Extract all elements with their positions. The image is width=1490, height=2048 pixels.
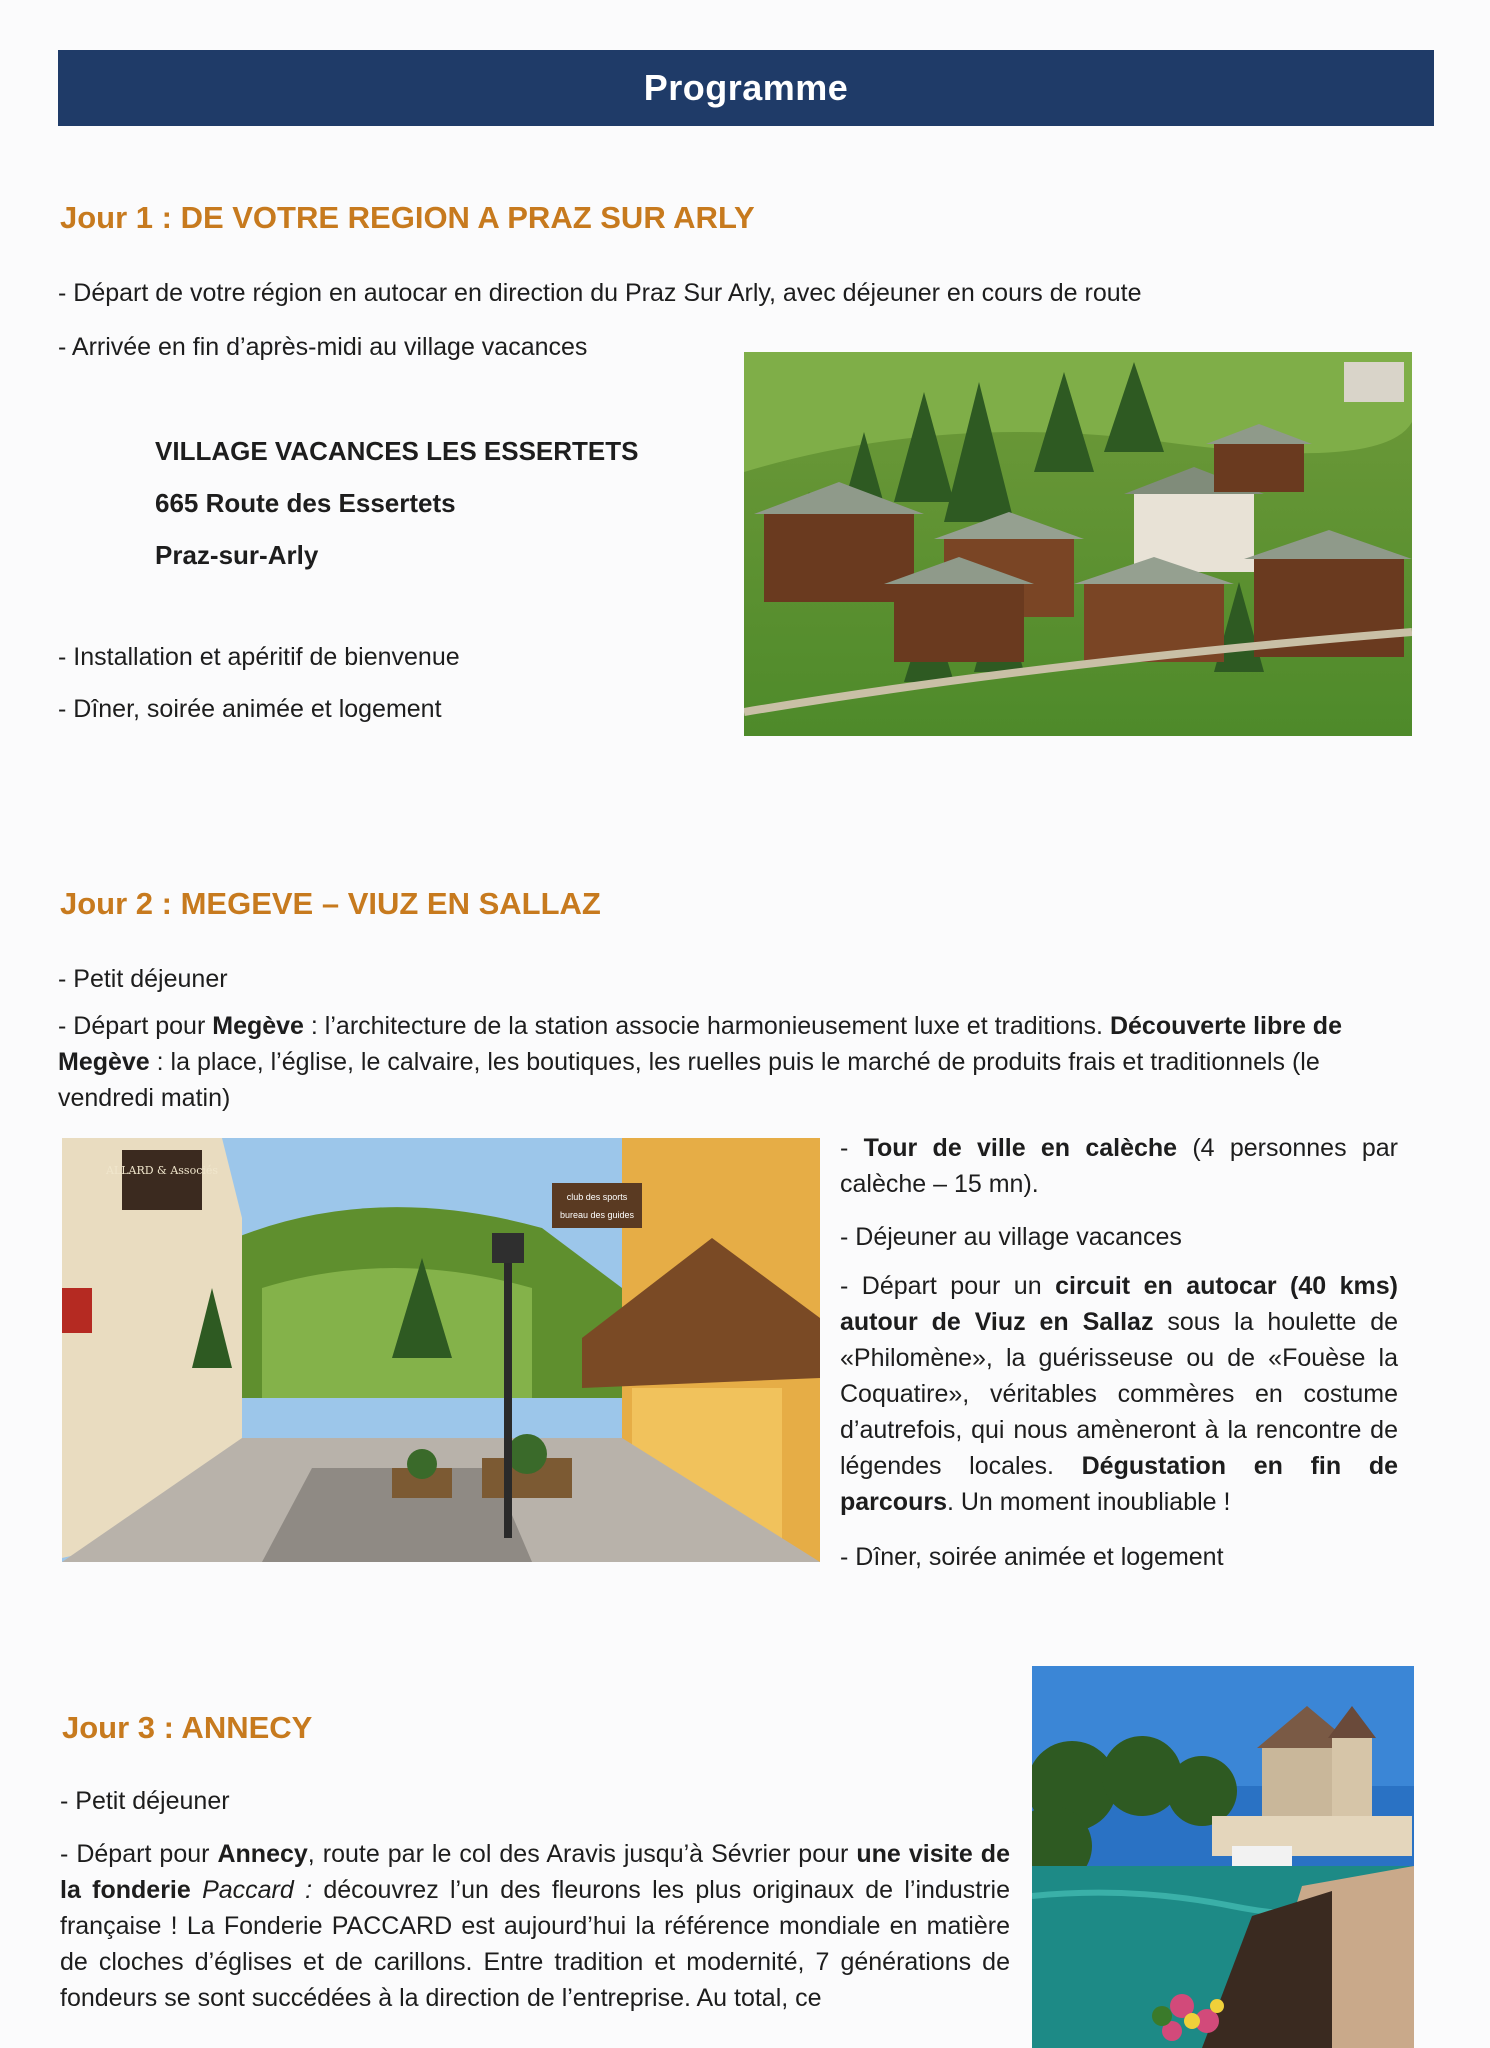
text-run: sous la houlette de «Philomène», la guérisseuse ou de «Fouèse la Coquatire», véritables commères en costume d’autrefois, qui nous amèneront à la rencontre de légendes locales. [840,1308,1399,1480]
text-run: . Un moment inoubliable ! [946,1488,1231,1516]
day2-title: Jour 2 : MEGEVE – VIUZ EN SALLAZ [60,886,601,921]
text-run-bold: Découverte libre de Megève [58,1012,1342,1076]
page-title: Programme [643,67,849,108]
text-run-bold: Annecy [217,1840,308,1868]
text-run: - Départ pour un [840,1272,1056,1300]
text-run-bold: une visite de la fonderie [60,1840,1010,1904]
text-run: : la place, l’église, le calvaire, les boutiques, les ruelles puis le marché de produits frais et traditionnels (le vendredi matin) [58,1048,1320,1112]
megeve-street-photo [62,1138,820,1562]
annecy-canal-photo [1032,1666,1414,2048]
address-name: VILLAGE VACANCES LES ESSERTETS [155,436,639,466]
text-run: - Départ pour [60,1840,218,1868]
day3-title: Jour 3 : ANNECY [62,1710,313,1745]
day3-annecy-paragraph [60,1836,1010,2016]
day1-line-dinner: - Dîner, soirée animée et logement [58,695,442,723]
text-run-italic: Paccard : [202,1876,313,1904]
club-sign: club des sports [566,1192,628,1202]
programme-banner [58,50,1434,126]
text-run: - [840,1134,864,1162]
day1-line-installation: - Installation et apéritif de bienvenue [58,643,460,671]
address-city: Praz-sur-Arly [155,540,319,570]
day1-line-arrival: - Arrivée en fin d’après-midi au village vacances [58,333,588,361]
day2-line-breakfast: - Petit déjeuner [58,965,228,993]
day1-line-departure: - Départ de votre région en autocar en direction du Praz Sur Arly, avec déjeuner en cours de route [58,279,1142,307]
text-run: , route par le col des Aravis jusqu’à Sévrier pour [307,1840,857,1868]
day3-line-breakfast: - Petit déjeuner [60,1787,230,1815]
day1-title: Jour 1 : DE VOTRE REGION A PRAZ SUR ARLY [60,200,755,235]
text-run-bold: circuit en autocar (40 kms) autour de Viuz en Sallaz [840,1272,1398,1336]
text-run-bold: Megève [212,1012,304,1040]
day2-line-lunch: - Déjeuner au village vacances [840,1223,1182,1251]
day2-megeve-paragraph [58,1008,1398,1116]
guides-sign: bureau des guides [559,1210,635,1220]
text-run: - Départ pour [58,1012,213,1040]
text-run-bold: Dégustation en fin de parcours [840,1452,1398,1516]
day2-caleche-paragraph [840,1130,1398,1202]
allard-sign: ALLARD & Associés [105,1164,219,1177]
text-run-bold: Tour de ville en calèche [863,1134,1178,1162]
text-run: (4 personnes par calèche – 15 mn). [840,1134,1398,1198]
village-chalets-photo [744,352,1412,736]
text-run: découvrez l’un des fleurons les plus originaux de l’industrie française ! La Fonderie PACCARD est aujourd’hui la référence mondiale en matière de cloches d’églises et de carillons. Entre tradition et modernité, 7 générations de fondeurs se sont succédées à la direction de l’entreprise. Au total, ce [60,1876,1010,2012]
day2-line-dinner: - Dîner, soirée animée et logement [840,1543,1224,1571]
day2-circuit-paragraph [840,1268,1398,1520]
address-street: 665 Route des Essertets [155,488,456,518]
text-run: : l’architecture de la station associe harmonieusement luxe et traditions. [303,1012,1110,1040]
